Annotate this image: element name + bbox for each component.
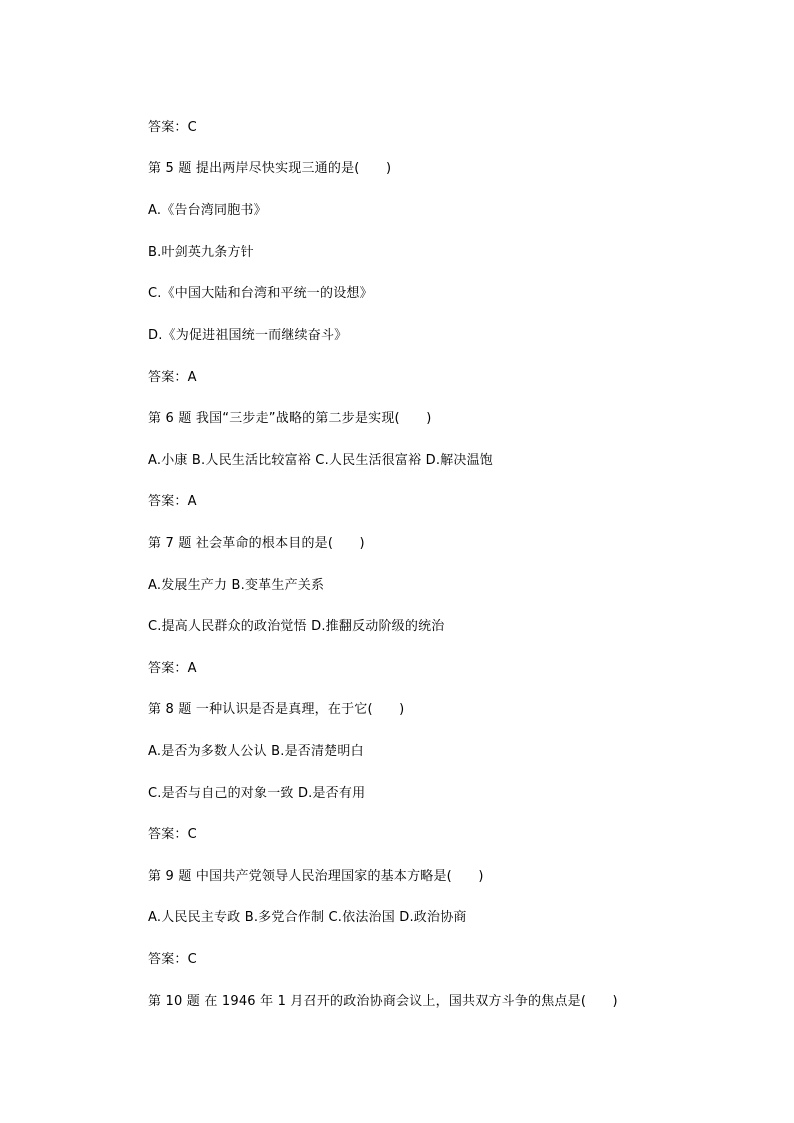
question-10: 第 10 题 在 1946 年 1 月召开的政治协商会议上，国共双方斗争的焦点是( ) — [148, 994, 618, 1009]
answer-line: 答案：A — [148, 661, 197, 676]
option-line: A.发展生产力 B.变革生产关系 — [148, 578, 325, 593]
answer-line: 答案：C — [148, 827, 197, 842]
answer-line: 答案：A — [148, 370, 197, 385]
option-line: A.是否为多数人公认 B.是否清楚明白 — [148, 744, 364, 759]
question-9: 第 9 题 中国共产党领导人民治理国家的基本方略是( ) — [148, 869, 484, 884]
option-line: C.《中国大陆和台湾和平统一的设想》 — [148, 286, 373, 301]
question-5: 第 5 题 提出两岸尽快实现三通的是( ) — [148, 161, 392, 176]
question-8: 第 8 题 一种认识是否是真理，在于它( ) — [148, 702, 405, 717]
answer-line: 答案：C — [148, 952, 197, 967]
option-line: C.提高人民群众的政治觉悟 D.推翻反动阶级的统治 — [148, 619, 445, 634]
option-line: D.《为促进祖国统一而继续奋斗》 — [148, 328, 348, 343]
question-7: 第 7 题 社会革命的根本目的是( ) — [148, 536, 365, 551]
answer-line: 答案：C — [148, 120, 197, 135]
option-line: A.人民民主专政 B.多党合作制 C.依法治国 D.政治协商 — [148, 910, 467, 925]
option-line: A.《告台湾同胞书》 — [148, 203, 267, 218]
option-line: A.小康 B.人民生活比较富裕 C.人民生活很富裕 D.解决温饱 — [148, 453, 493, 468]
option-line: B.叶剑英九条方针 — [148, 245, 254, 260]
option-line: C.是否与自己的对象一致 D.是否有用 — [148, 786, 366, 801]
answer-line: 答案：A — [148, 494, 197, 509]
question-6: 第 6 题 我国“三步走”战略的第二步是实现( ) — [148, 411, 432, 426]
